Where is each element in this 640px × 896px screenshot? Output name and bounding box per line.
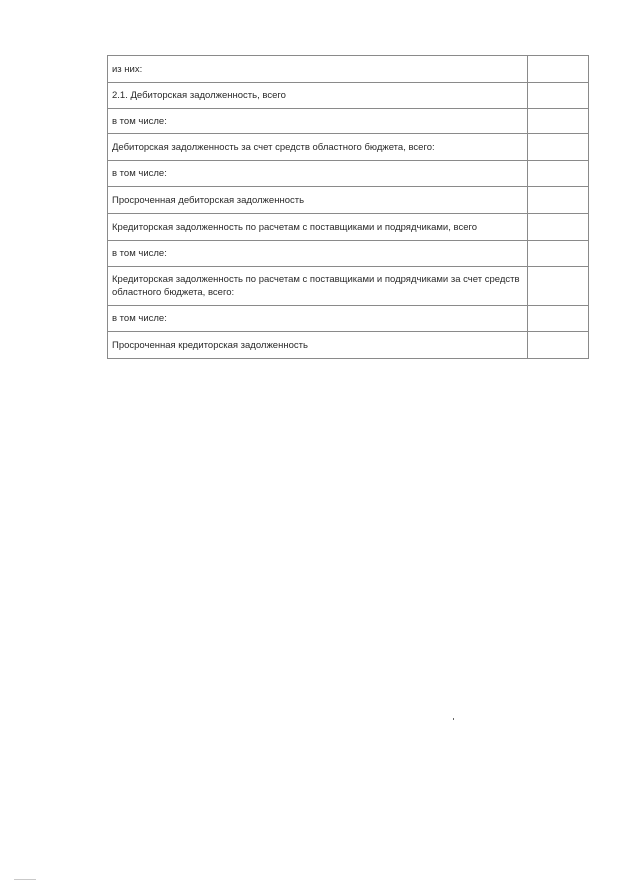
- row-value: [528, 161, 589, 187]
- row-label: Кредиторская задолженность по расчетам с поставщиками и подрядчиками за счет средств областного бюджета, всего:: [108, 267, 528, 306]
- row-value: [528, 306, 589, 332]
- row-label: в том числе:: [108, 109, 528, 134]
- row-value: [528, 83, 589, 109]
- row-value: [528, 187, 589, 214]
- row-label: из них:: [108, 56, 528, 83]
- row-value: [528, 109, 589, 134]
- debt-report-table: [107, 55, 589, 359]
- row-label: в том числе:: [108, 161, 528, 187]
- table-row: [108, 161, 589, 187]
- table-row: [108, 83, 589, 109]
- row-value: [528, 267, 589, 306]
- row-value: [528, 214, 589, 241]
- row-value: [528, 332, 589, 359]
- table-row: [108, 56, 589, 83]
- table-row: [108, 306, 589, 332]
- row-label: в том числе:: [108, 241, 528, 267]
- table-row: [108, 214, 589, 241]
- row-label: Дебиторская задолженность за счет средств областного бюджета, всего:: [108, 134, 528, 161]
- table-row: [108, 332, 589, 359]
- row-value: [528, 56, 589, 83]
- table-row: [108, 109, 589, 134]
- table-row: [108, 134, 589, 161]
- scan-edge-mark: [14, 879, 36, 880]
- row-label: Просроченная кредиторская задолженность: [108, 332, 528, 359]
- row-label: Просроченная дебиторская задолженность: [108, 187, 528, 214]
- row-label: в том числе:: [108, 306, 528, 332]
- row-label: Кредиторская задолженность по расчетам с поставщиками и подрядчиками, всего: [108, 214, 528, 241]
- table-row: [108, 187, 589, 214]
- row-label: 2.1. Дебиторская задолженность, всего: [108, 83, 528, 109]
- row-value: [528, 241, 589, 267]
- scan-speck: [453, 718, 454, 720]
- table-row: [108, 267, 589, 306]
- row-value: [528, 134, 589, 161]
- table-row: [108, 241, 589, 267]
